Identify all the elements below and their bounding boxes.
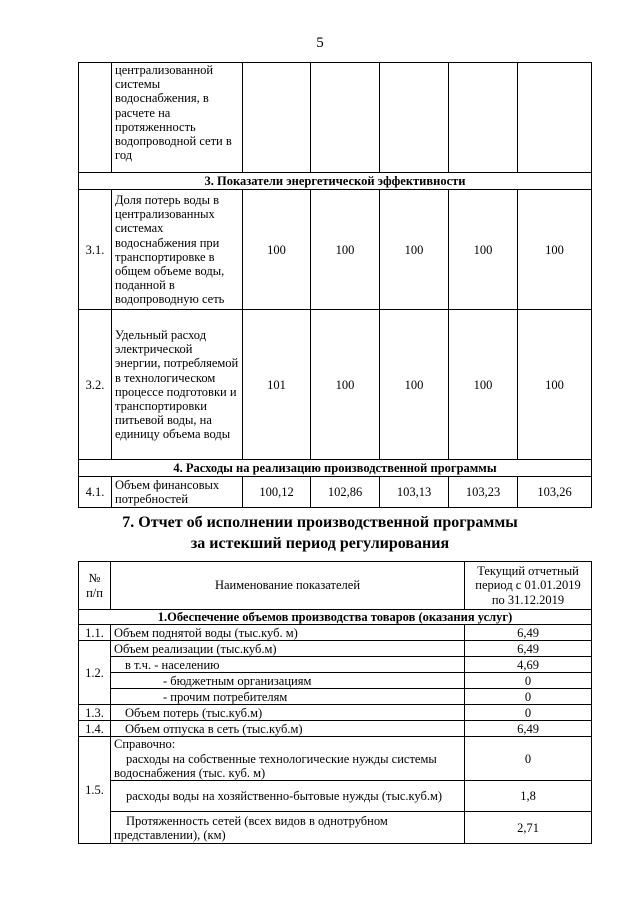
row-num: 1.1. [79,625,111,641]
report-table [78,561,592,844]
section-title-energy: 3. Показатели энергетической эффективности [79,173,592,190]
value-cell [518,63,592,173]
row-num: 3.1. [79,190,112,310]
value-cell: 100 [311,310,380,460]
section-row [79,173,592,190]
table-row [79,721,592,737]
table-row [79,737,592,781]
row-num: 1.2. [79,641,111,705]
table-row [79,310,592,460]
row-num: 1.3. [79,705,111,721]
continuation-text: централизованной системы водоснабжения, в расчете на протяженность водопроводной сети в год [112,63,243,173]
page-number: 5 [316,35,324,51]
table-row [79,705,592,721]
indicators-table [78,62,592,508]
table-row [79,812,592,844]
reference-label: Справочно: [114,737,176,752]
value-cell: 100 [380,310,449,460]
value-cell: 100,12 [243,477,311,508]
heading-line-2: за истекший период регулирования [190,535,450,552]
row-num: 1.4. [79,721,111,737]
table-row [79,641,592,657]
header-num: № п/п [79,562,111,610]
row-value: 0 [465,705,592,721]
row-name: Объем отпуска в сеть (тыс.куб.м) [111,721,465,737]
row-num: 1.5. [79,737,111,844]
value-cell: 103,26 [518,477,592,508]
row-subitem: в т.ч. - населению [111,657,465,673]
row-subitem: - бюджетным организациям [111,673,465,689]
header-period: Текущий отчетный период с 01.01.2019 по 31.12.2019 [465,562,592,610]
row-num: 3.2. [79,310,112,460]
section-row [79,610,592,625]
table-row [79,673,592,689]
value-cell [243,63,311,173]
row-value: 0 [465,673,592,689]
row-value: 1,8 [465,781,592,812]
report-heading [0,512,640,554]
row-value: 4,69 [465,657,592,673]
table-row [79,63,592,173]
value-cell: 100 [380,190,449,310]
header-name: Наименование показателей [111,562,465,610]
value-cell: 103,23 [449,477,518,508]
row-value: 6,49 [465,721,592,737]
row-name: Объем поднятой воды (тыс.куб. м) [111,625,465,641]
table-row [79,477,592,508]
row-num-cell [79,63,112,173]
row-subitem: - прочим потребителям [111,689,465,705]
table-row [79,689,592,705]
row-value: 2,71 [465,812,592,844]
table-row [79,190,592,310]
value-cell: 100 [449,310,518,460]
reference-item: расходы на собственные технологические нужды системы водоснабжения (тыс. куб. м) [114,751,437,780]
row-value: 6,49 [465,641,592,657]
row-value: 0 [465,689,592,705]
value-cell: 102,86 [311,477,380,508]
row-num: 4.1. [79,477,112,508]
row-value: 0 [465,737,592,781]
row-value: 6,49 [465,625,592,641]
value-cell: 101 [243,310,311,460]
table-row [79,625,592,641]
value-cell [311,63,380,173]
row-name: Объем финансовых потребностей [112,477,243,508]
value-cell [449,63,518,173]
row-name: Удельный расход электрической энергии, потребляемой в технологическом процессе подготовки и транспортировки питьевой воды, на единицу объема воды [112,310,243,460]
table-row [79,781,592,812]
row-name: Объем реализации (тыс.куб.м) [111,641,465,657]
value-cell: 100 [518,310,592,460]
table-row [79,657,592,673]
row-name [111,737,465,781]
header-row [79,562,592,610]
section-row [79,460,592,477]
value-cell: 100 [311,190,380,310]
value-cell: 100 [243,190,311,310]
value-cell: 100 [449,190,518,310]
section-title-volumes: 1.Обеспечение объемов производства товаров (оказания услуг) [79,610,592,625]
reference-item: Протяженность сетей (всех видов в однотрубном представлении), (км) [111,812,465,844]
row-name: Объем потерь (тыс.куб.м) [111,705,465,721]
section-title-expenses: 4. Расходы на реализацию производственной программы [79,460,592,477]
value-cell: 100 [518,190,592,310]
value-cell: 103,13 [380,477,449,508]
row-name: Доля потерь воды в централизованных системах водоснабжения при транспортировке в общем объеме воды, поданной в водопроводную сеть [112,190,243,310]
value-cell [380,63,449,173]
reference-item: расходы воды на хозяйственно-бытовые нужды (тыс.куб.м) [111,781,465,812]
heading-line-1: 7. Отчет об исполнении производственной программы [122,514,518,531]
